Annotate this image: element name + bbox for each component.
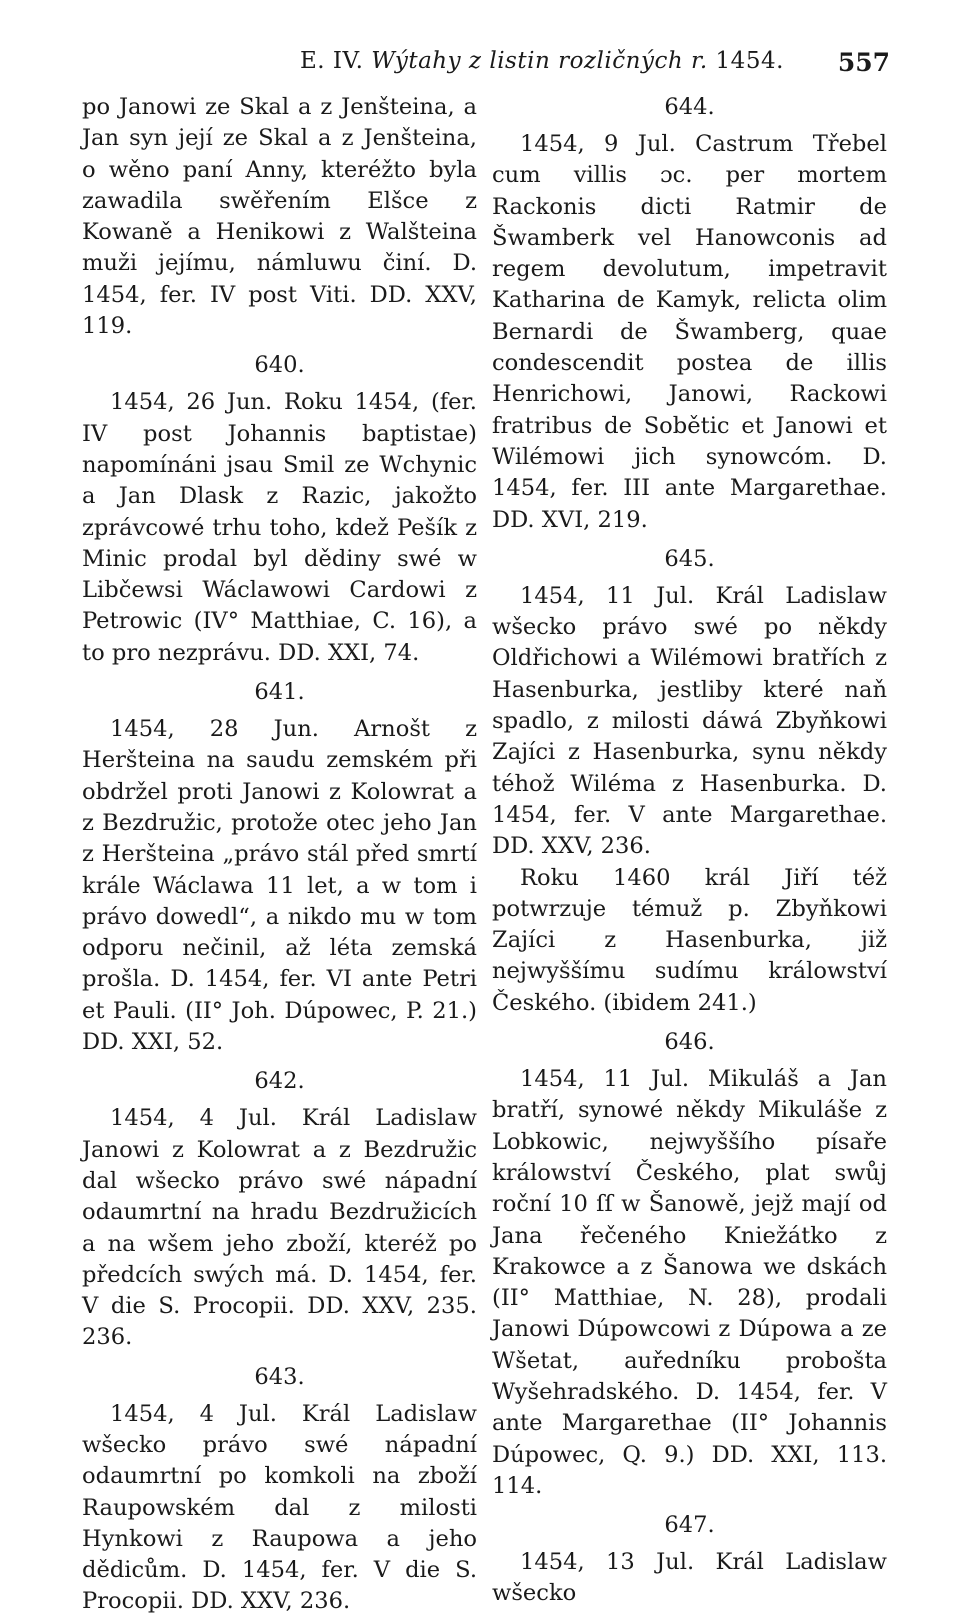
header-year: 1454. — [715, 48, 784, 74]
entry-number: 645. — [664, 545, 715, 572]
entry-note: Roku 1460 král Jiří též potwrzuje témuž p. Zbyňkowi Zajíci z Hasenburka, již nejwyššímu sudímu králowství Českého. (ibidem 241.) — [492, 864, 887, 1016]
entry-number: 646. — [664, 1029, 715, 1056]
continuation-paragraph: po Janowi ze Skal a z Jenšteina, a Jan syn její ze Skal a z Jenšteina, o wěno paní Anny, kteréžto byla zawadila swěřením Elšce z Kowaně a Henikowi z Walšteina muži jejímu, námluwu činí. D. 1454, fer. IV post Viti. DD. XXV, 119. — [82, 94, 477, 340]
entry-text: 1454, 11 Jul. Král Ladislaw wšecko právo swé po někdy Oldřichowi a Wilémowi bratřích z Hasenburka, jestliby které naň spadlo, z milosti dáwá Zbyňkowi Zajíci z Hasenburka, synu někdy téhož Wiléma z Hasenburka. D. 1454, fer. V ante Margarethae. DD. XXV, 236. — [492, 582, 887, 860]
header-section: E. IV. — [300, 48, 364, 74]
header-title-line — [300, 48, 784, 74]
header-title: Wýtahy z listin rozličných r. — [371, 48, 708, 74]
page-number: 557 — [837, 48, 890, 77]
entry-text: 1454, 9 Jul. Castrum Třebel cum villis ɔc. per mortem Rackonis dicti Ratmir de Šwamberk vel Hanowconis ad regem devolutum, impetravit Katharina de Kamyk, relicta olim Bernardi de Šwamberg, quae condescendit postea de illis Henrichowi, Janowi, Rackowi fratribus de Sobětic et Janowi et Wilémowi jich synowcóm. D. 1454, fer. III ante Margarethae. DD. XVI, 219. — [492, 131, 887, 533]
entry-number: 640. — [254, 352, 305, 379]
entry-number: 643. — [254, 1363, 305, 1390]
entry-text: 1454, 26 Jun. Roku 1454, (fer. IV post Johannis baptistae) napomínáni jsau Smil ze Wchynic a Jan Dlask z Razic, jakožto zprávcowé trhu toho, kdež Pešík z Minic prodal byl dědiny swé w Libčewsi Wáclawowi Cardowi z Petrowic (IV° Matthiae, C. 16), a to pro nezprávu. DD. XXI, 74. — [82, 389, 477, 666]
entry-number: 644. — [664, 94, 715, 120]
entry-text: 1454, 28 Jun. Arnošt z Heršteina na saudu zemském při obdržel proti Janowi z Kolowrat a z Bezdružic, protože otec jeho Jan z Heršteina „právo stál před smrtí krále Wáclawa 11 let, a w tom i právo dowedl“, a nikdo mu w tom odporu nečinil, až léta zemská prošla. D. 1454, fer. VI ante Petri et Pauli. (II° Joh. Dúpowec, P. 21.) DD. XXI, 52. — [82, 716, 477, 1056]
left-column — [82, 92, 477, 1618]
entry-text: 1454, 13 Jul. Král Ladislaw wšecko — [492, 1549, 887, 1607]
entry-number: 642. — [254, 1068, 305, 1095]
right-column — [492, 92, 887, 1610]
entry-text: 1454, 4 Jul. Král Ladislaw wšecko právo swé nápadní odaumrtní po komkoli na zboží Raupowském dal z milosti Hynkowi z Raupowa a jeho dědicům. D. 1454, fer. V die S. Procopii. DD. XXV, 236. — [82, 1400, 477, 1615]
entry-text: 1454, 4 Jul. Král Ladislaw Janowi z Kolowrat a z Bezdružic dal wšecko právo swé nápadní odaumrtní na hradu Bezdružicích a na wšem jeho zboží, kteréž po předcích swých má. D. 1454, fer. V die S. Procopii. DD. XXV, 235. 236. — [82, 1105, 477, 1351]
entry-number: 647. — [664, 1512, 715, 1539]
entry-number: 641. — [254, 679, 305, 706]
running-header — [0, 44, 960, 84]
entry-text: 1454, 11 Jul. Mikuláš a Jan bratří, synowé někdy Mikuláše z Lobkowic, nejwyššího písaře králowství Českého, plat swůj roční 10 ſſ w Šanowě, jejž mají od Jana řečeného Kniežátko z Krakowce a z Šanowa we dskách (II° Matthiae, N. 28), prodali Janowi Dúpowcowi z Dúpowa a ze Wšetat, auředníku probošta Wyšehradského. D. 1454, fer. V ante Margarethae (II° Johannis Dúpowec, Q. 9.) DD. XXI, 113. 114. — [492, 1066, 887, 1499]
